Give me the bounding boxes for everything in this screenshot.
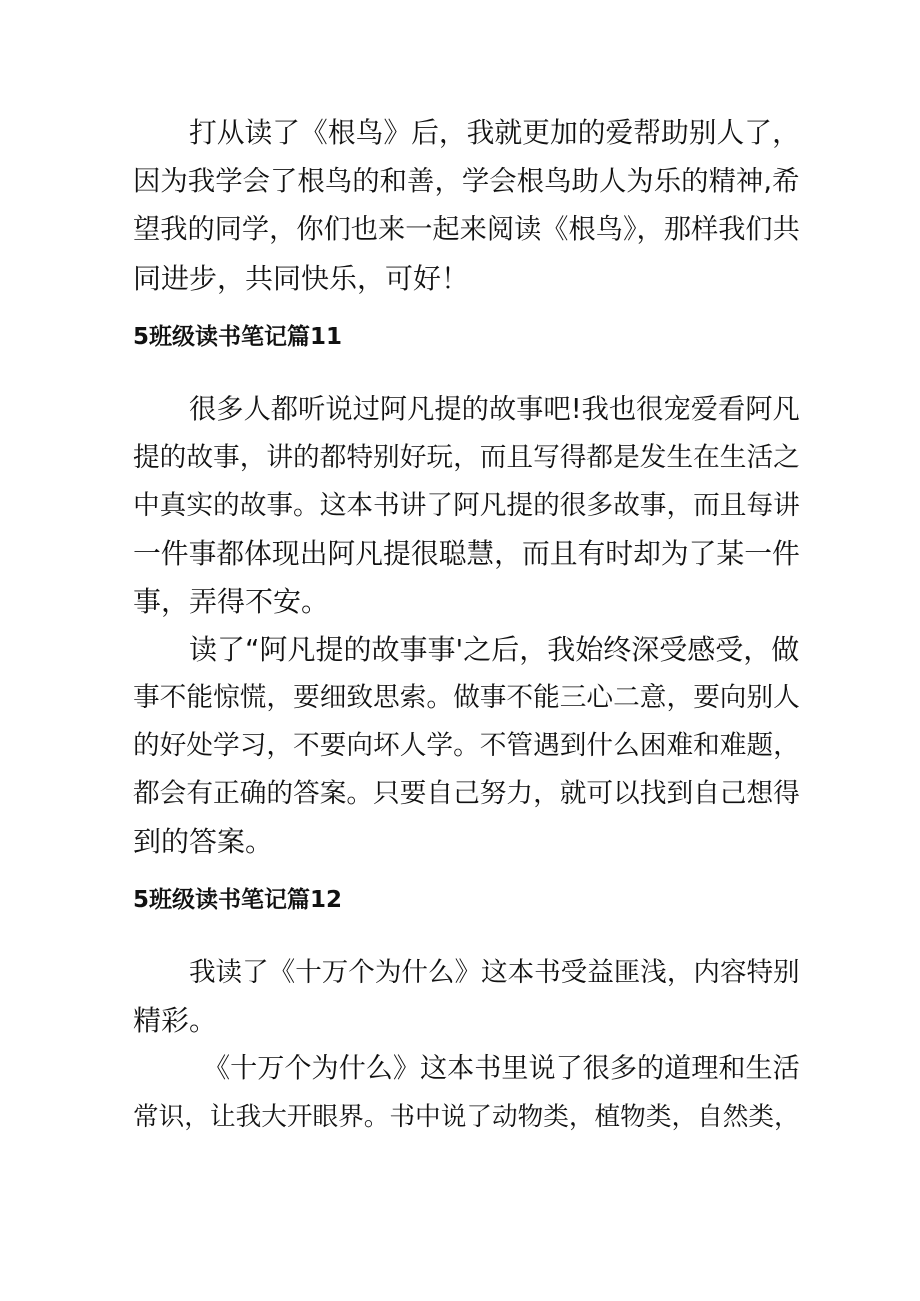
- paragraph-line: 很多人都听说过阿凡提的故事吧!我也很宠爱看阿凡: [189, 394, 800, 425]
- paragraph-line: 到的答案。: [133, 825, 274, 858]
- section-heading: 5班级读书笔记篇11: [133, 324, 343, 350]
- paragraph-line: 一件事都体现出阿凡提很聪慧，而且有时却为了某一件: [133, 537, 800, 570]
- paragraph-line: 精彩。: [133, 1004, 218, 1037]
- paragraph-line: 打从读了《根鸟》后，我就更加的爱帮助别人了，: [189, 116, 800, 149]
- paragraph-line: 提的故事，讲的都特别好玩，而且写得都是发生在生活之: [133, 442, 800, 473]
- paragraph-line: 常识，让我大开眼界。书中说了动物类，植物类，自然类，: [133, 1102, 800, 1132]
- paragraph-line: 读了“阿凡提的故事事'之后，我始终深受感受，做: [189, 633, 800, 666]
- paragraph-line: 事，弄得不安。: [133, 585, 330, 618]
- paragraph-line: 《十万个为什么》这本书里说了很多的道理和生活: [203, 1053, 800, 1084]
- paragraph-line: 望我的同学，你们也来一起来阅读《根鸟》，那样我们共: [133, 214, 800, 245]
- section-heading: 5班级读书笔记篇12: [133, 887, 343, 913]
- paragraph-line: 事不能惊慌，要细致思索。做事不能三心二意，要向别人: [133, 682, 800, 713]
- paragraph-line: 的好处学习，不要向坏人学。不管遇到什么困难和难题，: [133, 730, 800, 761]
- paragraph-line: 同进步，共同快乐，可好！: [133, 262, 470, 295]
- paragraph-line: 因为我学会了根鸟的和善，学会根鸟助人为乐的精神,希: [133, 166, 800, 197]
- paragraph-line: 中真实的故事。这本书讲了阿凡提的很多故事，而且每讲: [133, 490, 800, 521]
- paragraph-line: 我读了《十万个为什么》这本书受益匪浅，内容特别: [189, 957, 800, 988]
- paragraph-line: 都会有正确的答案。只要自己努力，就可以找到自己想得: [133, 778, 800, 809]
